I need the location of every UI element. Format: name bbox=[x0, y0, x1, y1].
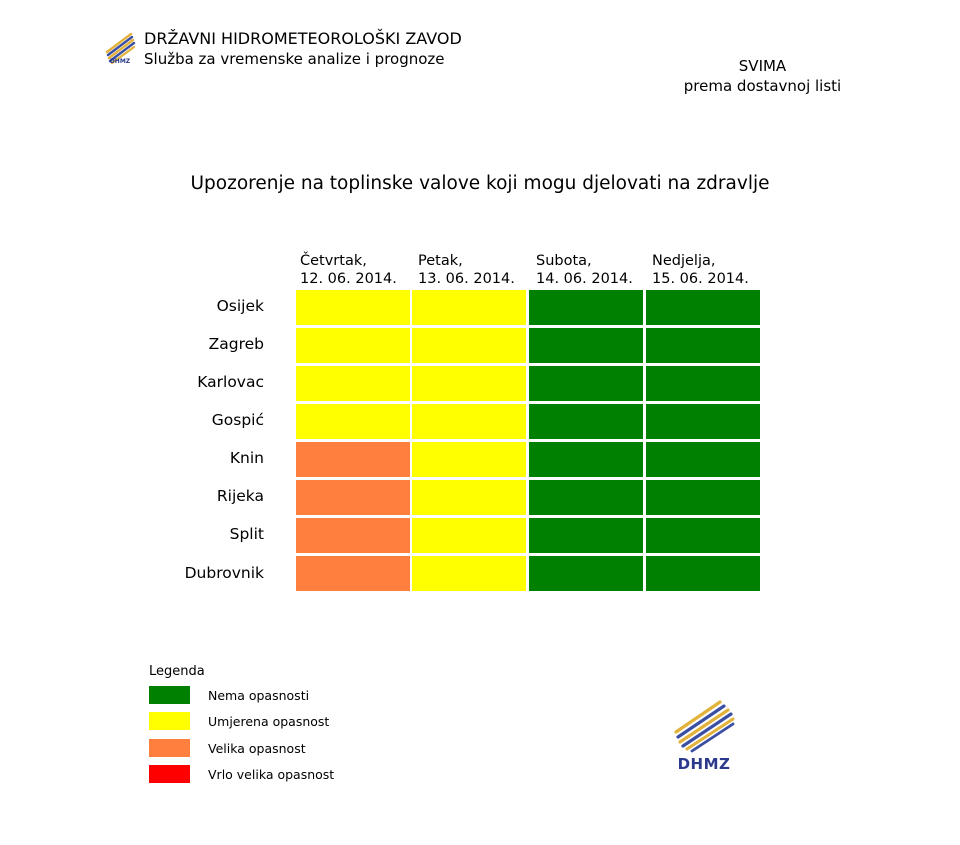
warning-cell-none bbox=[529, 328, 643, 363]
legend-title: Legenda bbox=[149, 664, 205, 679]
day-date: 12. 06. 2014. bbox=[300, 271, 397, 287]
legend-label: Nema opasnosti bbox=[208, 688, 310, 703]
day-name: Četvrtak, bbox=[300, 253, 367, 269]
day-date: 13. 06. 2014. bbox=[418, 271, 515, 287]
dhmz-logo-text: DHMZ bbox=[677, 755, 731, 773]
day-name: Subota, bbox=[536, 253, 592, 269]
warning-cell-moderate bbox=[412, 328, 526, 363]
legend-swatch-none bbox=[149, 686, 190, 704]
legend-swatch-moderate bbox=[149, 712, 190, 730]
warning-cell-none bbox=[529, 366, 643, 401]
warning-cell-high bbox=[296, 518, 410, 553]
legend-swatch-high bbox=[149, 739, 190, 757]
warning-cell-none bbox=[646, 480, 760, 515]
city-label: Rijeka bbox=[216, 487, 264, 505]
warning-cell-none bbox=[646, 404, 760, 439]
warning-cell-moderate bbox=[296, 290, 410, 325]
warning-cell-none bbox=[529, 480, 643, 515]
legend-label: Vrlo velika opasnost bbox=[208, 767, 335, 782]
warning-cell-moderate bbox=[296, 328, 410, 363]
city-label: Karlovac bbox=[197, 373, 264, 391]
warning-cell-high bbox=[296, 442, 410, 477]
warning-cell-moderate bbox=[412, 480, 526, 515]
warning-cell-moderate bbox=[296, 404, 410, 439]
legend-label: Umjerena opasnost bbox=[208, 714, 330, 729]
warning-cell-moderate bbox=[412, 442, 526, 477]
day-date: 14. 06. 2014. bbox=[536, 271, 633, 287]
city-label: Gospić bbox=[211, 411, 264, 429]
warning-cell-moderate bbox=[412, 290, 526, 325]
warning-cell-none bbox=[529, 290, 643, 325]
warning-cell-none bbox=[646, 442, 760, 477]
dhmz-logo-small bbox=[103, 30, 137, 68]
warning-cell-none bbox=[646, 290, 760, 325]
org-name: DRŽAVNI HIDROMETEOROLOŠKI ZAVOD bbox=[144, 29, 462, 48]
day-header-1 bbox=[300, 252, 397, 288]
city-label: Knin bbox=[229, 449, 264, 467]
day-header-2 bbox=[418, 252, 515, 288]
recipient-block bbox=[660, 56, 865, 96]
day-header-4 bbox=[652, 252, 749, 288]
day-name: Petak, bbox=[418, 253, 463, 269]
recipient-line-2: prema dostavnoj listi bbox=[683, 77, 842, 95]
legend-label: Velika opasnost bbox=[208, 741, 306, 756]
warning-cell-moderate bbox=[412, 518, 526, 553]
warning-cell-high bbox=[296, 480, 410, 515]
warning-cell-moderate bbox=[412, 404, 526, 439]
document-title: Upozorenje na toplinske valove koji mogu djelovati na zdravlje bbox=[190, 173, 770, 194]
warning-cell-none bbox=[646, 518, 760, 553]
warning-cell-none bbox=[529, 442, 643, 477]
warning-cell-moderate bbox=[412, 556, 526, 591]
warning-cell-high bbox=[296, 556, 410, 591]
city-label: Osijek bbox=[216, 297, 264, 315]
warning-cell-none bbox=[529, 556, 643, 591]
warning-cell-none bbox=[529, 518, 643, 553]
warning-cell-none bbox=[529, 404, 643, 439]
recipient-line-1: SVIMA bbox=[738, 57, 787, 75]
warning-cell-moderate bbox=[412, 366, 526, 401]
day-name: Nedjelja, bbox=[652, 253, 716, 269]
day-header-3 bbox=[536, 252, 633, 288]
city-label: Zagreb bbox=[208, 335, 264, 353]
city-label: Split bbox=[229, 525, 264, 543]
warning-cell-none bbox=[646, 328, 760, 363]
org-service: Služba za vremenske analize i prognoze bbox=[144, 50, 445, 68]
dhmz-logo-small-text: DHMZ bbox=[109, 58, 131, 65]
day-date: 15. 06. 2014. bbox=[652, 271, 749, 287]
warning-cell-none bbox=[646, 556, 760, 591]
warning-cell-none bbox=[646, 366, 760, 401]
city-label: Dubrovnik bbox=[184, 564, 264, 582]
legend-swatch-very-high bbox=[149, 765, 190, 783]
warning-cell-moderate bbox=[296, 366, 410, 401]
